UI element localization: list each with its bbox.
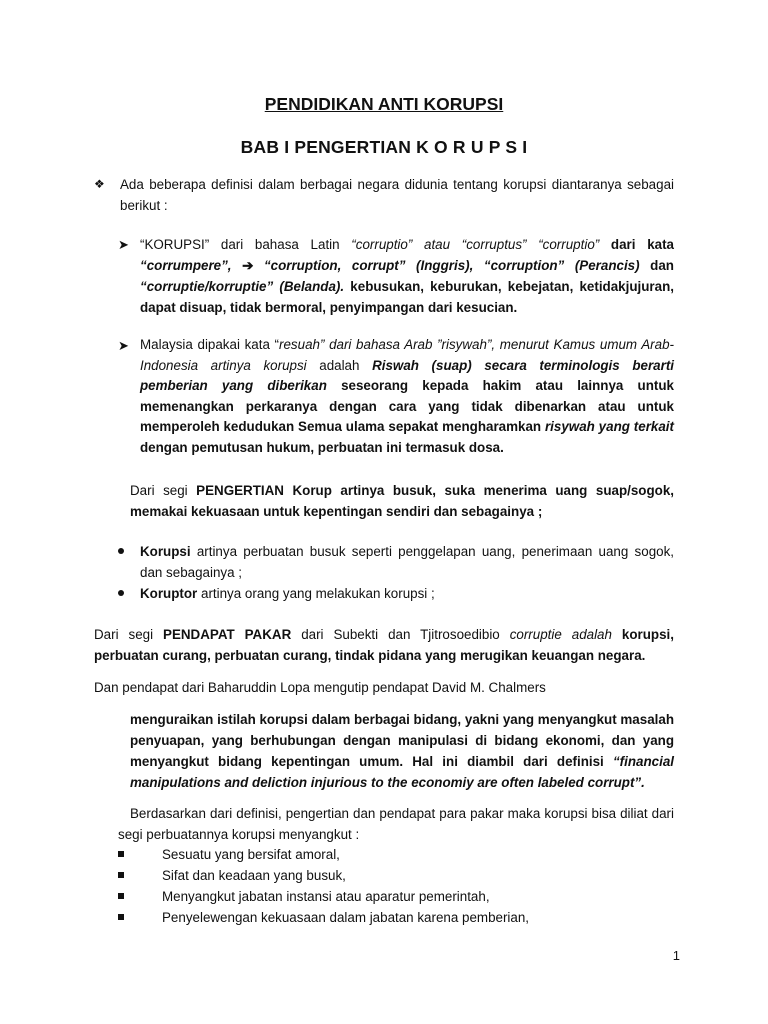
chapter-heading [0, 135, 768, 159]
diamond-bullet-icon: ❖ [94, 177, 105, 191]
korupsi-latin-definition: “KORUPSI” dari bahasa Latin “corruptio” atau “corruptus” “corruptio” dari kata “corrumpere”, ➔ “corruption, corrupt” (Inggris), “corruption” (Perancis) dan “corruptie/korruptie” (Belanda). kebusukan, keburukan, kebejatan, ketidakjujuran, dapat disuap, tidak bermoral, penyimpangan dari kesucian. [140, 237, 674, 315]
arrow-bullet-icon: ➤ [118, 237, 129, 252]
square-item: Sifat dan keadaan yang busuk, [162, 868, 346, 883]
square-item: Menyangkut jabatan instansi atau aparatur pemerintah, [162, 889, 490, 904]
square-item: Penyelewengan kekuasaan dalam jabatan karena pemberian, [162, 910, 530, 925]
square-bullet-icon [118, 893, 124, 899]
square-bullet-icon [118, 872, 124, 878]
bullet-koruptor: Koruptor artinya orang yang melakukan korupsi ; [140, 586, 435, 601]
pengertian-paragraph: Dari segi PENGERTIAN Korup artinya busuk, suka menerima uang suap/sogok, memakai kekuasaan untuk kepentingan sendiri dan sebagainya ; [130, 483, 675, 519]
intro-paragraph: Ada beberapa definisi dalam berbagai negara didunia tentang korupsi diantaranya sebagai berikut : [120, 177, 674, 213]
chapter-heading-word: K O R U P S I [416, 137, 528, 157]
bullet-korupsi: Korupsi artinya perbuatan busuk seperti penggelapan uang, penerimaan uang sogok, dan sebagainya ; [140, 544, 674, 580]
chalmers-quote: menguraikan istilah korupsi dalam berbagai bidang, yakni yang menyangkut masalah penyuapan, yang berhubungan dengan manipulasi di bidang ekonomi, dan yang menyangkut bidang kepentingan umum. Hal ini diambil dari definisi “financial manipulations and deliction injurious to the economiy are often labeled corrupt”. [130, 712, 674, 790]
arrow-bullet-icon: ➤ [118, 338, 129, 353]
document-title: PENDIDIKAN ANTI KORUPSI [264, 94, 504, 114]
square-item: Sesuatu yang bersifat amoral, [162, 847, 340, 862]
chapter-heading-prefix: BAB I PENGERTIAN [240, 137, 417, 157]
square-bullet-icon [118, 851, 124, 857]
round-bullet-icon [118, 548, 124, 554]
square-bullet-icon [118, 914, 124, 920]
malaysia-risywah-definition: Malaysia dipakai kata “resuah” dari bahasa Arab ”risywah”, menurut Kamus umum Arab-Indonesia artinya korupsi adalah Riswah (suap) secara terminologis berarti pemberian yang diberikan seseorang kepada hakim atau lainnya untuk memenangkan perkaranya dengan cara yang tidak dibenarkan atau untuk memperoleh kedudukan Semua ulama sepakat mengharamkan risywah yang terkait dengan pemutusan hukum, perbuatan ini termasuk dosa. [140, 337, 674, 455]
right-arrow-icon: ➔ [231, 258, 264, 273]
berdasarkan-paragraph: Berdasarkan dari definisi, pengertian dan pendapat para pakar maka korupsi bisa diliat dari segi perbuatannya korupsi menyangkut : [118, 806, 674, 842]
pendapat-pakar-paragraph: Dari segi PENDAPAT PAKAR dari Subekti dan Tjitrosoedibio corruptie adalah korupsi, perbuatan curang, perbuatan curang, tindak pidana yang merugikan keuangan negara. [94, 627, 674, 663]
lopa-paragraph: Dan pendapat dari Baharuddin Lopa mengutip pendapat David M. Chalmers [94, 680, 546, 695]
round-bullet-icon [118, 590, 124, 596]
page-number: 1 [672, 948, 680, 963]
